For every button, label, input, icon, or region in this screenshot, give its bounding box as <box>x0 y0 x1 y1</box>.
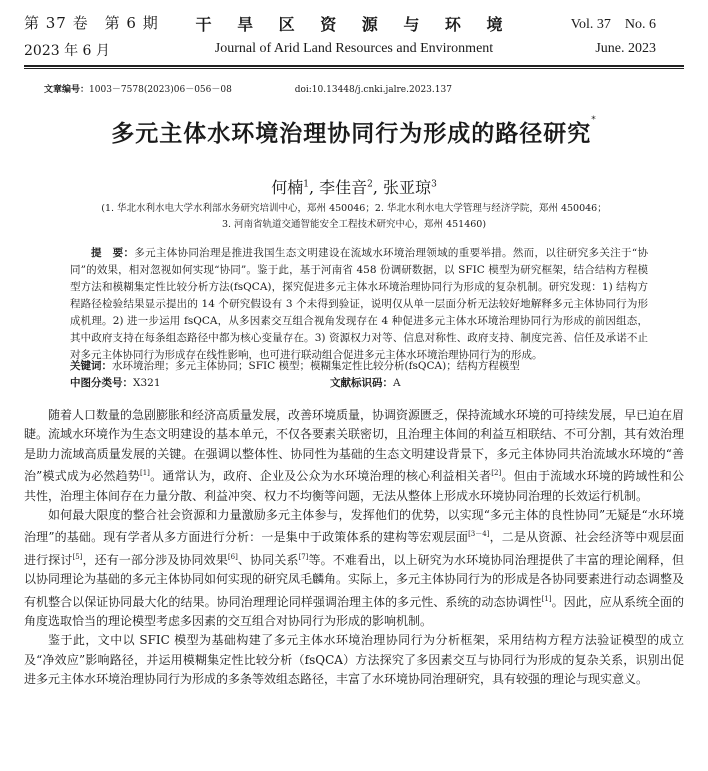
citation[interactable]: [1] <box>140 469 150 478</box>
date-cn: 2023 年 6 月 <box>24 43 110 59</box>
journal-header <box>0 0 708 66</box>
text-run: ，二是从资源、社会经济等中观层面进行探讨 <box>24 530 684 567</box>
title-footnote-mark: * <box>591 115 597 125</box>
doc-code: A <box>393 377 401 389</box>
abstract <box>70 245 648 364</box>
author-list: 何楠$^1$, 李佳音$^2$, 张亚琼$^3$ <box>271 178 437 197</box>
text-run: 。通常认为，政府、企业及公众为水环境治理的核心利益相关者 <box>149 469 492 484</box>
doi: doi:10.13448/j.cnki.jalre.2023.137 <box>294 85 452 95</box>
citation[interactable]: [1] <box>541 594 552 603</box>
citation[interactable]: [5] <box>72 552 83 561</box>
keywords <box>70 358 630 375</box>
paragraph <box>24 506 684 631</box>
text-run: 、协同关系 <box>237 552 299 567</box>
author-name: 张亚琼 <box>383 178 432 197</box>
article-meta <box>44 82 452 95</box>
paragraph: 鉴于此，文中以 SFIC 模型为基础构建了多元主体水环境治理协同行为分析框架，采用结构方程方法验证模型的成立及“净效应”影响路径，并运用模糊集定性比较分析（fsQCA）方法探究了多因素交互与协同行为形成的复杂关系，识别出促进多元主体水环境治理协同行为形成的多条等效组态路径，丰富了水环境协同治理研究，具有较强的理论与现实意义。 <box>24 633 684 687</box>
text-run: 。因此，应从系统全面的角度选取恰当的理论模型考虑多因素的交互组合对协同行为形成的影响机制。 <box>24 594 684 629</box>
header-rule-thick <box>24 65 684 67</box>
citation[interactable]: [2] <box>491 469 502 478</box>
abstract-text: 多元主体协同治理是推进我国生态文明建设在流域水环境治理领域的重要举措。然而，以往研究多关注于“协同”的效果，相对忽视如何实现“协同”。鉴于此，基于河南省 458 份调研数据，以 SFIC 模型为研究框架，结合结构方程模型方法和模糊集定性比较分析方法(fsQCA)，探究促进多元主体水环境治理协同行为形成的复杂机制。研究发现：1) 结构方程路径检验结果显示提出的 14 个研究假设有 3 个未得到验证，说明仅从单一层面分析无法较好地解释多元主体协同行为形成机理。2) 进一步运用 fsQCA，从多因素交互组合视角发现存在 4 种促进多元主体水环境治理协同行为形成的前因组态，其中政府支持在每条组态路径中都为核心变量存在。3) 资源权力对等、信息对称性、政府支持、制度完善、信任及承诺不止对多元主体协同行为形成存在线性影响，也可进行联动组合促进多元主体水环境治理协同行为的形成。 <box>70 247 648 361</box>
clc-code: X321 <box>133 377 161 389</box>
volume-issue-en: Vol. 37 No. 6 <box>570 17 656 32</box>
keywords-label: 关键词： <box>70 360 112 372</box>
paper-title <box>0 115 708 148</box>
volume-issue-cn: 第 37 卷 第 6 期 <box>24 14 159 32</box>
journal-name-en: Journal of Arid Land Resources and Environment <box>214 41 494 56</box>
text-run: 随着人口数量的急剧膨胀和经济高质量发展，改善环境质量，协调资源匮乏，保持流域水环境的可持续发展，早已迫在眉睫。流域水环境作为生态文明建设的基本单元，不仅各要素关联密切，且治理主体间的利益互相联结、不可分割，其有效治理是助力流域高质量发展的关键。在强调以整体性、协同性为基础的生态文明建设背景下，多元主体协同共治流域水环境的“善治”模式成为必然趋势 <box>24 408 685 484</box>
author-affiliation-mark: 2 <box>367 179 373 190</box>
text-run: 等。不难看出，以上研究为水环境协同治理提供了丰富的理论阐释，但以协同理论为基础的多元主体协同如何实现的研究凤毛麟角。实际上，多元主体协同行为的形成是各协同要素进行动态调整及有机整合以保证协同最大化的结果。协同治理理论同样强调治理主体的多元性、系统的动态协调性 <box>24 552 685 609</box>
abstract-label: 提 要： <box>91 247 135 259</box>
title-text: 多元主体水环境治理协同行为形成的路径研究 <box>111 121 592 147</box>
citation[interactable]: [7] <box>298 552 309 561</box>
citation[interactable]: [6] <box>227 552 238 561</box>
journal-name-cn: 干 旱 区 资 源 与 环 境 <box>195 15 513 34</box>
doc-code-label: 文献标识码： <box>330 377 393 389</box>
clc-label: 中图分类号： <box>70 377 133 389</box>
header-rule-thin <box>24 68 684 69</box>
author-affiliation-mark: 3 <box>431 179 437 190</box>
body-text <box>24 406 684 690</box>
author-name: 何楠 <box>271 178 304 197</box>
author-name: 李佳音 <box>319 178 368 197</box>
article-no: 1003－7578(2023)06－056－08 <box>89 85 232 95</box>
citation[interactable]: [3－4] <box>468 530 490 539</box>
author-affiliation-mark: 1 <box>303 179 309 190</box>
text-run: ，还有一部分涉及协同效果 <box>82 552 228 567</box>
classification <box>70 375 401 390</box>
text-run: 。但由于流域水环境的跨域性和公共性，治理主体间存在力量分散、利益冲突、权力不均衡等问题，无法从整体上形成水环境协同治理的长效运行机制。 <box>24 469 684 503</box>
date-en: June. 2023 <box>595 41 656 56</box>
affiliation-line: 3. 河南省轨道交通智能安全工程技术研究中心，郑州 451460) <box>221 219 487 230</box>
text-run: 如何最大限度的整合社会资源和力量激励多元主体参与，发挥他们的优势，以实现“多元主体的良性协同”无疑是“水环境治理”的基础。现有学者从多方面进行分析：一是集中于政策体系的建构等宏观层面 <box>24 508 684 545</box>
paragraph <box>24 406 684 506</box>
affiliation-line: (1. 华北水利水电大学水利部水务研究培训中心，郑州 450046；2. 华北水利水电大学管理与经济学院，郑州 450046； <box>101 203 607 214</box>
article-no-label: 文章编号： <box>44 85 90 95</box>
keywords-text: 水环境治理；多元主体协同；SFIC 模型；模糊集定性比较分析(fsQCA)；结构方程模型 <box>112 360 520 372</box>
